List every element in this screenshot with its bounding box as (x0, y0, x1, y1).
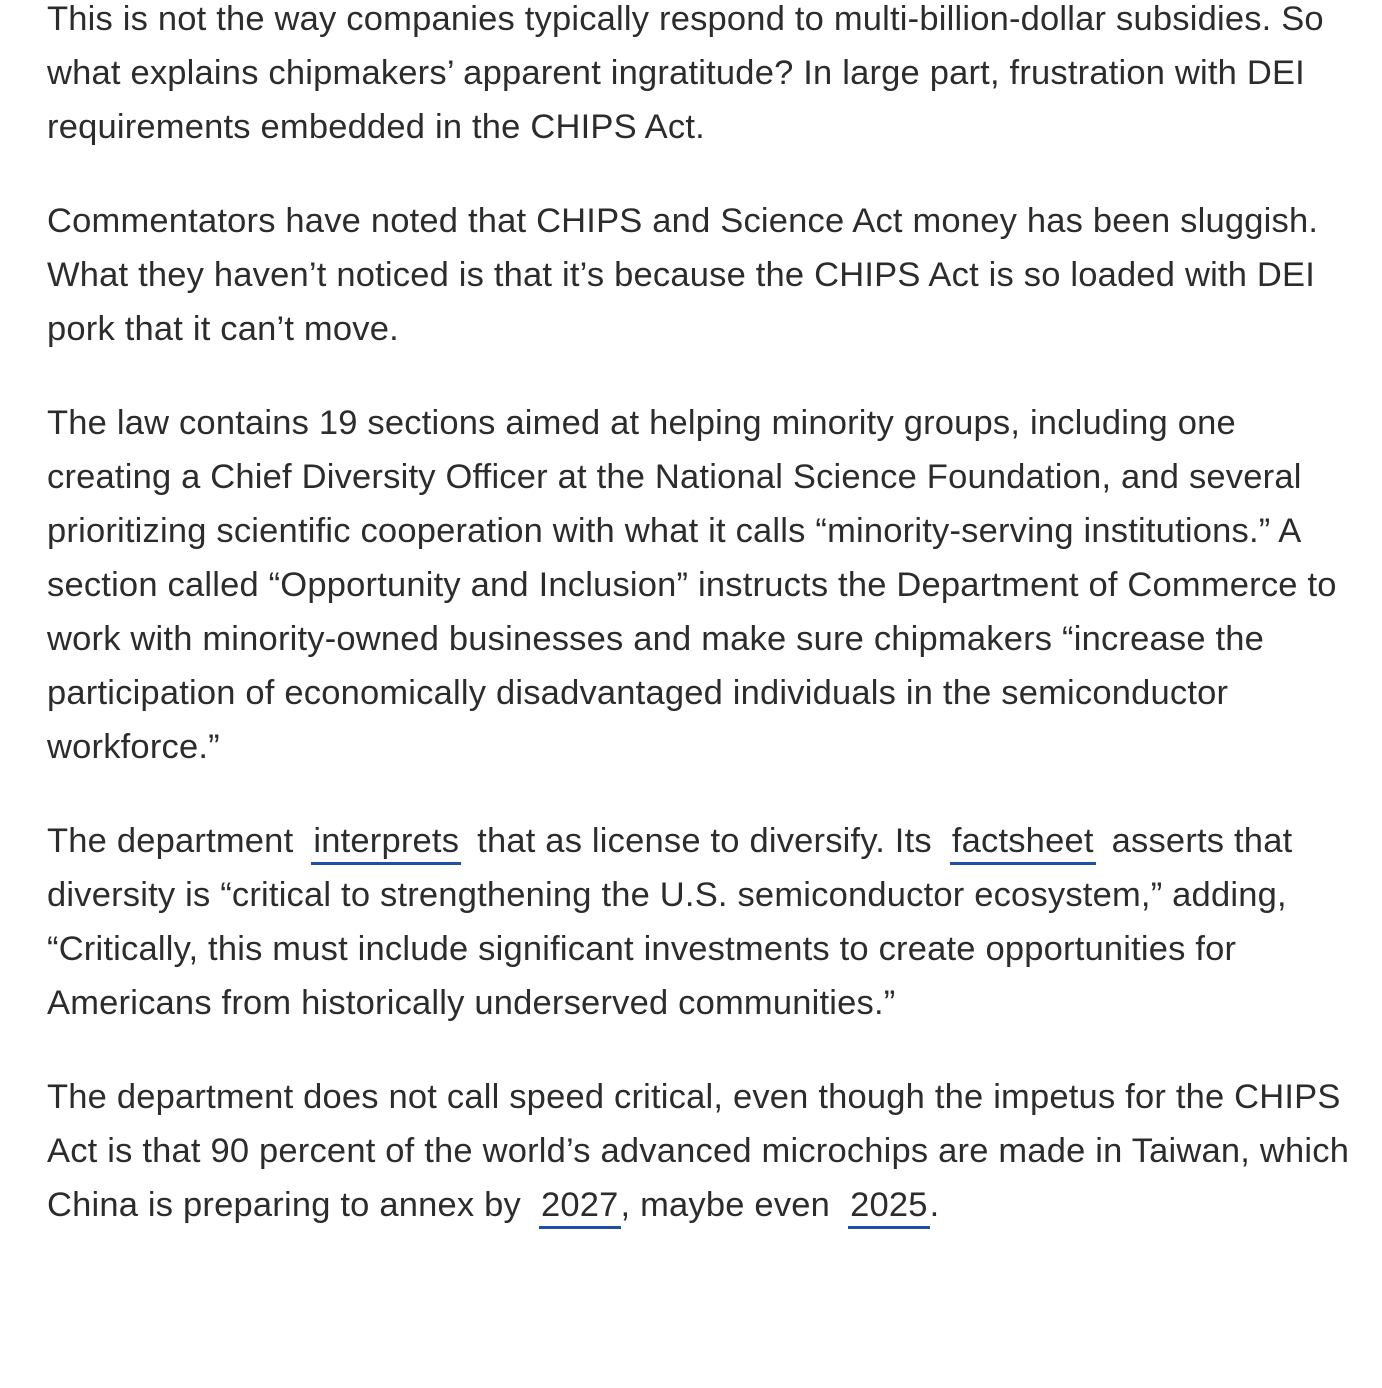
interprets-link[interactable]: interprets (311, 822, 461, 865)
paragraph-5 (47, 1070, 1365, 1232)
paragraph-1: This is not the way companies typically respond to multi-billion-dollar subsidies. So what explains chipmakers’ apparent ingratitude? In large part, frustration with DEI requirements embedded in the CHIPS Act. (47, 0, 1324, 146)
paragraph-5-text-2: , maybe even (620, 1186, 831, 1224)
paragraph-5-text-1: The department does not call speed critical, even though the impetus for the CHIPS Act is that 90 percent of the world’s advanced microchips are made in Taiwan, which China is preparing to annex by (47, 1078, 1350, 1224)
paragraph-3: The law contains 19 sections aimed at helping minority groups, including one creating a Chief Diversity Officer at the National Science Foundation, and several prioritizing scientific cooperation with what it calls “minority-serving institutions.” A section called “Opportunity and Inclusion” instructs the Department of Commerce to work with minority-owned businesses and make sure chipmakers “increase the participation of economically disadvantaged individuals in the semiconductor workforce.” (47, 404, 1337, 766)
link-2027[interactable]: 2027 (539, 1186, 621, 1229)
link-2025[interactable]: 2025 (848, 1186, 930, 1229)
paragraph-4 (47, 814, 1365, 1030)
paragraph-5-text-3: . (929, 1186, 940, 1224)
paragraph-2: Commentators have noted that CHIPS and Science Act money has been sluggish. What they haven’t noticed is that it’s because the CHIPS Act is so loaded with DEI pork that it can’t move. (47, 202, 1319, 348)
paragraph-4-text-3: asserts that diversity is “critical to strengthening the U.S. semiconductor ecosystem,” adding, “Critically, this must include significant investments to create opportunities for Americans from historically underserved communities.” (47, 822, 1293, 1022)
paragraph-4-text-2: that as license to diversify. Its (477, 822, 932, 860)
paragraph-4-text-1: The department (47, 822, 294, 860)
article-body (47, 0, 1365, 1272)
factsheet-link[interactable]: factsheet (950, 822, 1096, 865)
